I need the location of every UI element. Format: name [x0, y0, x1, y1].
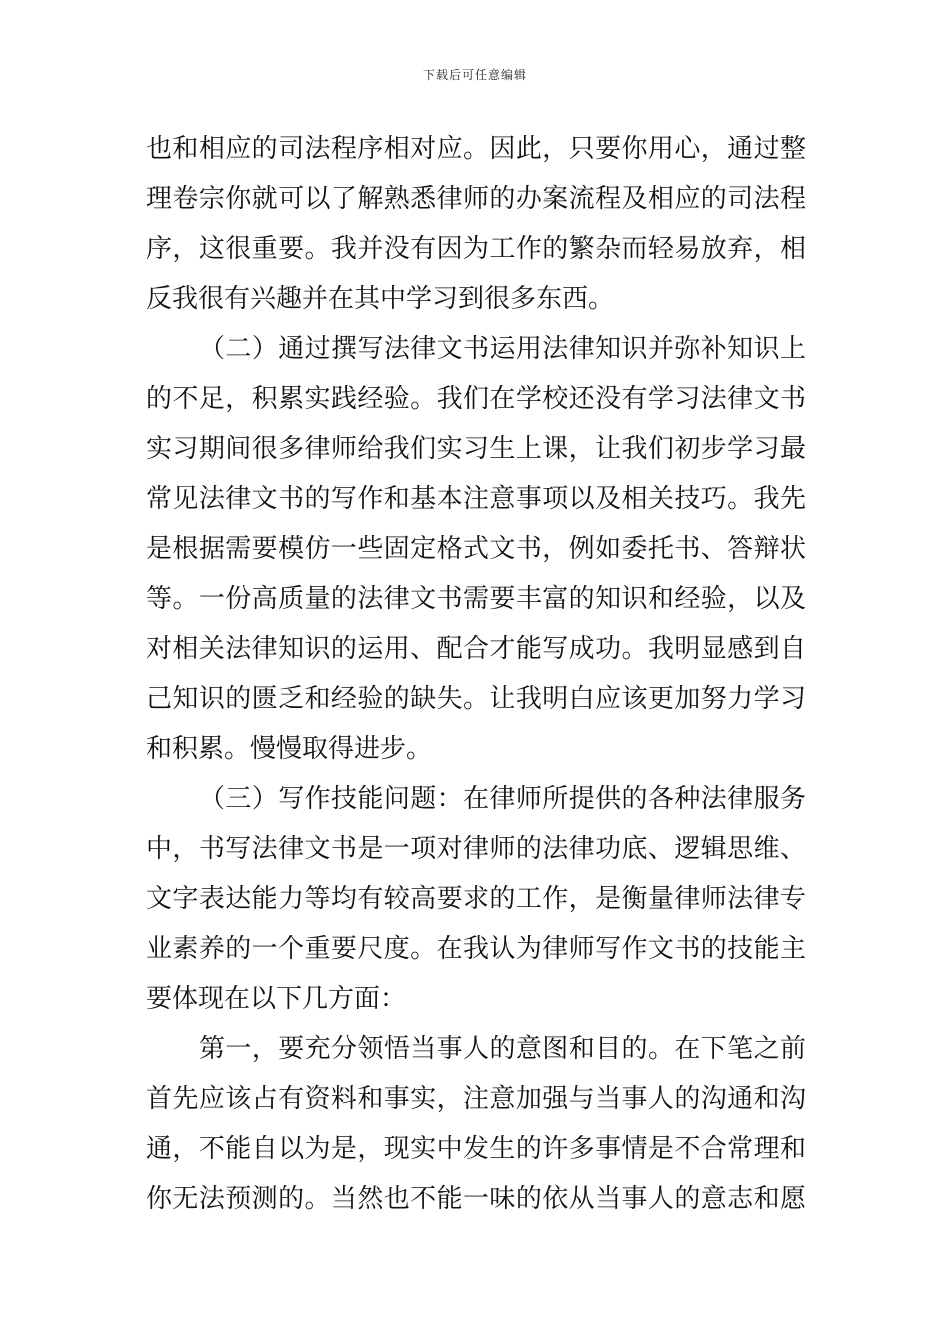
text-line: 实习期间很多律师给我们实习生上课，让我们初步学习最 — [146, 434, 806, 464]
text-line: （三）写作技能问题：在律师所提供的各种法律服务 — [199, 784, 806, 814]
text-line: （二）通过撰写法律文书运用法律知识并弥补知识上 — [199, 334, 806, 364]
text-line: 首先应该占有资料和事实，注意加强与当事人的沟通和沟 — [146, 1084, 806, 1114]
text-line: 通，不能自以为是，现实中发生的许多事情是不合常理和 — [146, 1134, 806, 1164]
text-line: 反我很有兴趣并在其中学习到很多东西。 — [146, 284, 615, 314]
text-line: 第一，要充分领悟当事人的意图和目的。在下笔之前 — [199, 1034, 806, 1064]
text-line: 业素养的一个重要尺度。在我认为律师写作文书的技能主 — [146, 934, 806, 964]
text-line: 和积累。慢慢取得进步。 — [146, 734, 433, 764]
text-line: 等。一份高质量的法律文书需要丰富的知识和经验，以及 — [146, 584, 806, 614]
text-line: 的不足，积累实践经验。我们在学校还没有学习法律文书 — [146, 384, 806, 414]
text-line: 也和相应的司法程序相对应。因此，只要你用心，通过整 — [146, 134, 806, 164]
text-line: 是根据需要模仿一些固定格式文书，例如委托书、答辩状 — [146, 534, 806, 564]
text-line: 己知识的匮乏和经验的缺失。让我明白应该更加努力学习 — [146, 684, 806, 714]
text-line: 常见法律文书的写作和基本注意事项以及相关技巧。我先 — [146, 484, 806, 514]
header-note: 下载后可任意编辑 — [422, 68, 527, 82]
text-line: 对相关法律知识的运用、配合才能写成功。我明显感到自 — [146, 634, 806, 664]
text-line: 要体现在以下几方面： — [146, 984, 407, 1014]
text-line: 理卷宗你就可以了解熟悉律师的办案流程及相应的司法程 — [146, 184, 806, 214]
text-line: 序，这很重要。我并没有因为工作的繁杂而轻易放弃，相 — [146, 234, 806, 264]
text-line: 文字表达能力等均有较高要求的工作，是衡量律师法律专 — [146, 884, 806, 914]
text-line: 中，书写法律文书是一项对律师的法律功底、逻辑思维、 — [146, 834, 806, 864]
text-line: 你无法预测的。当然也不能一味的依从当事人的意志和愿 — [146, 1184, 806, 1214]
